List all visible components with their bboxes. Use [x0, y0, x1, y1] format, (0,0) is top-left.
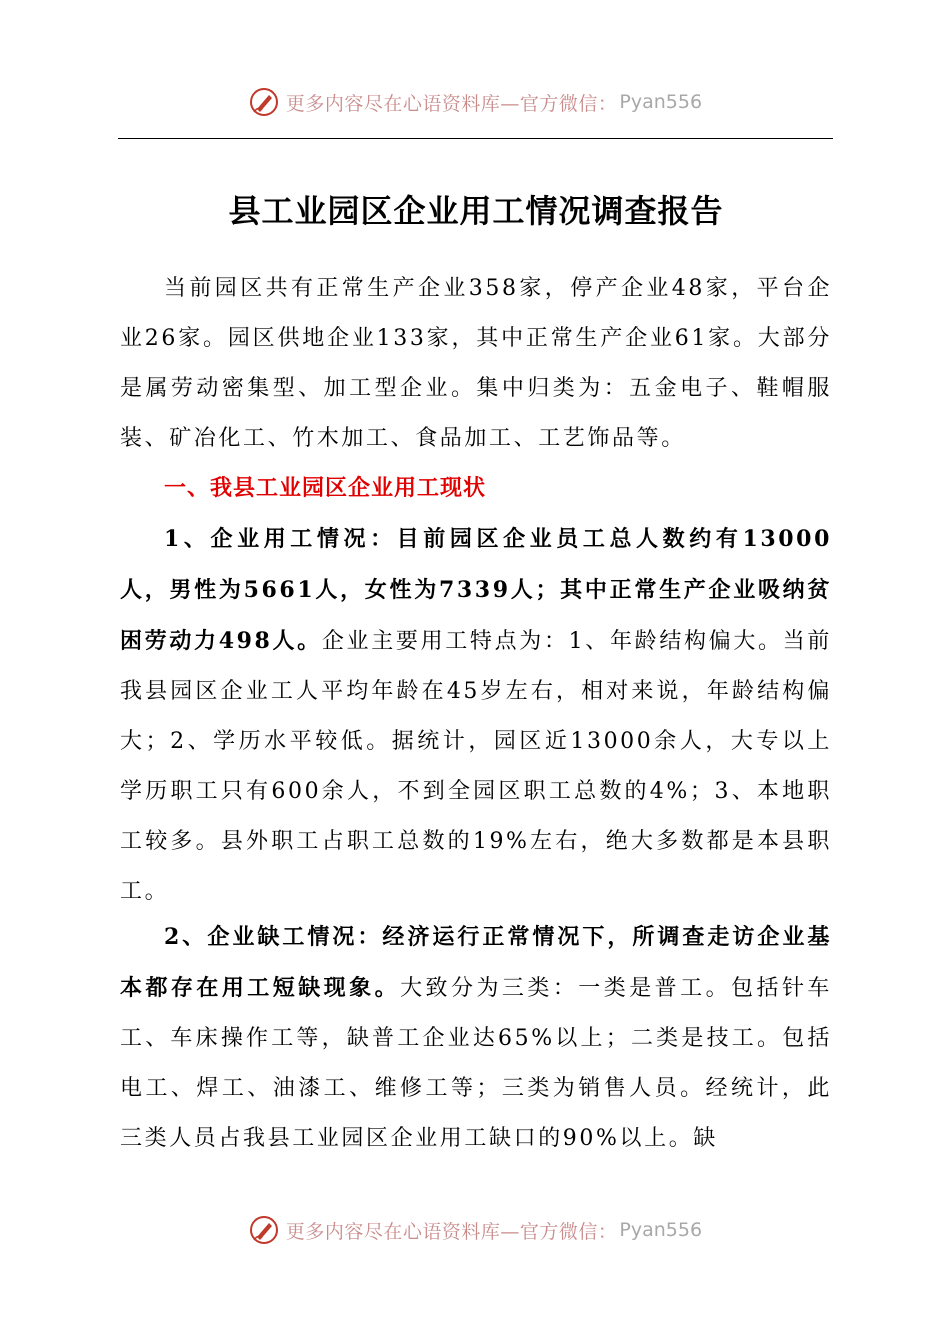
pen-logo-icon: [248, 86, 280, 118]
item1-paragraph: [120, 514, 832, 917]
section1-heading: 一、我县工业园区企业用工现状: [164, 476, 487, 501]
item1-content: [120, 514, 832, 917]
item2-paragraph: [120, 912, 832, 1164]
section-heading-container: [120, 464, 832, 514]
intro-paragraph: [120, 264, 832, 464]
watermark-header: [0, 82, 950, 122]
watermark-footer: [0, 1210, 950, 1250]
watermark-wechat-id: Pyan556: [619, 1219, 703, 1241]
item2-content: [120, 912, 832, 1164]
intro-text: 当前园区共有正常生产企业358家，停产企业48家，平台企业26家。园区供地企业133家，其中正常生产企业61家。大部分是属劳动密集型、加工型企业。集中归类为：五金电子、鞋帽服装、矿冶化工、竹木加工、食品加工、工艺饰品等。: [120, 276, 832, 451]
item2-bold-lead: 2、企业缺工情况：经济运行正常情况下，所调查走访企业基本都存在用工短缺现象。: [120, 924, 832, 1001]
watermark-text: 更多内容尽在心语资料库—官方微信：: [285, 92, 618, 115]
header-divider: [118, 138, 833, 139]
watermark-wechat-id: Pyan556: [619, 91, 703, 113]
item1-body: 企业主要用工特点为：1、年龄结构偏大。当前我县园区企业工人平均年龄在45岁左右，相对来说，年龄结构偏大；2、学历水平较低。据统计，园区近13000余人，大专以上学历职工只有600余人，不到全园区职工总数的4%；3、本地职工较多。县外职工占职工总数的19%左右，绝大多数都是本县职工。: [120, 629, 832, 904]
watermark-text: 更多内容尽在心语资料库—官方微信：: [285, 1220, 618, 1243]
pen-logo-icon: [248, 1214, 280, 1246]
item1-bold-lead: 1、企业用工情况：目前园区企业员工总人数约有13000人，男性为5661人，女性为7339人；其中正常生产企业吸纳贫困劳动力498人。: [120, 526, 832, 654]
document-title: 县工业园区企业用工情况调查报告: [228, 192, 724, 230]
item2-body: 大致分为三类：一类是普工。包括针车工、车床操作工等，缺普工企业达65%以上；二类是技工。包括电工、焊工、油漆工、维修工等；三类为销售人员。经统计，此三类人员占我县工业园区企业用工缺口的90%以上。缺: [120, 976, 833, 1151]
